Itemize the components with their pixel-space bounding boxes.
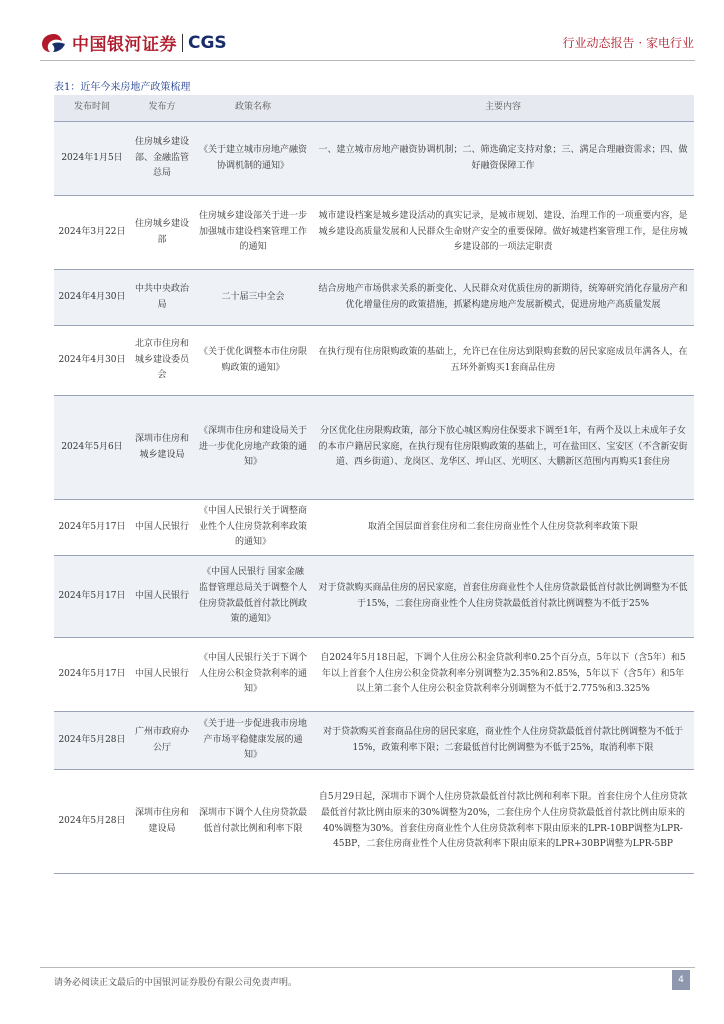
table-row: [54, 556, 694, 638]
column-header-date: 发布时间: [54, 95, 130, 122]
column-header-publisher: 发布方: [130, 95, 194, 122]
header-divider: [40, 60, 695, 61]
footer-disclaimer: 请务必阅读正文最后的中国银河证券股份有限公司免责声明。: [54, 978, 298, 988]
row-publisher: 中国人民银行: [130, 638, 194, 712]
cgs-logo: [40, 30, 227, 55]
row-policy-name: 《关于进一步促进我市房地产市场平稳健康发展的通知》: [194, 712, 312, 770]
row-content: 在执行现有住房限购政策的基础上，允许已在住房达到限购套数的居民家庭成员年满各人，在五环外新购买1套商品住房: [312, 326, 694, 396]
row-content: 一、建立城市房地产融资协调机制；二、筛选确定支持对象；三、满足合理融资需求；四、做好融资保障工作: [312, 122, 694, 196]
row-policy-name: 二十届三中全会: [194, 270, 312, 326]
row-content: 自2024年5月18日起，下调个人住房公积金贷款利率0.25个百分点，5年以下（含5年）和5年以上首套个人住房公积金贷款利率分别调整为2.35%和2.85%，5年以下（含5年）和5年以上第二套个人住房公积金贷款利率分别调整为不低于2.775%和3.325%: [312, 638, 694, 712]
row-publisher: 中国人民银行: [130, 500, 194, 556]
page-number: 4: [672, 970, 690, 990]
row-policy-name: 《关于优化调整本市住房限购政策的通知》: [194, 326, 312, 396]
row-policy-name: 《中国人民银行关于下调个人住房公积金贷款利率的通知》: [194, 638, 312, 712]
logo-english-name: CGS: [188, 32, 227, 53]
row-date: 2024年5月6日: [54, 396, 130, 500]
page-header: [0, 0, 724, 62]
table-row: [54, 396, 694, 500]
row-publisher: 中共中央政治局: [130, 270, 194, 326]
row-date: 2024年4月30日: [54, 326, 130, 396]
row-date: 2024年4月30日: [54, 270, 130, 326]
row-publisher: 深圳市住房和城乡建设局: [130, 396, 194, 500]
row-content: 自5月29日起，深圳市下调个人住房贷款最低首付款比例和利率下限。首套住房个人住房贷款最低首付款比例由原来的30%调整为20%，二套住房个人住房贷款最低首付款比例由原来的40%调整为30%。首套住房商业性个人住房贷款利率下限由原来的LPR-10BP调整为LPR-45BP，二套住房商业性个人住房贷款利率下限由原来的LPR+30BP调整为LPR-5BP: [312, 770, 694, 874]
row-date: 2024年5月28日: [54, 712, 130, 770]
row-publisher: 深圳市住房和建设局: [130, 770, 194, 874]
column-header-policy-name: 政策名称: [194, 95, 312, 122]
row-policy-name: 《中国人民银行 国家金融监督管理总局关于调整个人住房贷款最低首付款比例政策的通知》: [194, 556, 312, 638]
row-publisher: 中国人民银行: [130, 556, 194, 638]
footer-divider: [40, 967, 695, 968]
table-row: [54, 196, 694, 270]
table-title: 表1：近年今来房地产政策梳理: [54, 82, 191, 93]
table-row: [54, 770, 694, 874]
row-policy-name: 《关于建立城市房地产融资协调机制的通知》: [194, 122, 312, 196]
table-row: [54, 270, 694, 326]
table-header-row: [54, 95, 694, 122]
row-policy-name: 深圳市下调个人住房贷款最低首付款比例和利率下限: [194, 770, 312, 874]
row-publisher: 住房城乡建设部、金融监管总局: [130, 122, 194, 196]
report-type-label: 行业动态报告 · 家电行业: [562, 36, 694, 50]
table-row: [54, 122, 694, 196]
row-policy-name: 住房城乡建设部关于进一步加强城市建设档案管理工作的通知: [194, 196, 312, 270]
row-date: 2024年5月28日: [54, 770, 130, 874]
row-date: 2024年5月17日: [54, 500, 130, 556]
logo-chinese-name: 中国银河证券: [72, 35, 177, 55]
cgs-logo-icon: [40, 32, 68, 54]
logo-divider: [182, 34, 183, 52]
column-header-content: 主要内容: [312, 95, 694, 122]
row-publisher: 住房城乡建设部: [130, 196, 194, 270]
table-row: [54, 326, 694, 396]
table-row: [54, 638, 694, 712]
row-content: 城市建设档案是城乡建设活动的真实记录，是城市规划、建设、治理工作的一项重要内容，是城乡建设高质量发展和人民群众生命财产安全的重要保障。做好城建档案管理工作，是住房城乡建设部的一项法定职责: [312, 196, 694, 270]
row-date: 2024年1月5日: [54, 122, 130, 196]
row-publisher: 北京市住房和城乡建设委员会: [130, 326, 194, 396]
row-policy-name: 《深圳市住房和建设局关于进一步优化房地产政策的通知》: [194, 396, 312, 500]
policy-table: [54, 95, 694, 874]
row-publisher: 广州市政府办公厅: [130, 712, 194, 770]
row-date: 2024年3月22日: [54, 196, 130, 270]
table-row: [54, 500, 694, 556]
row-content: 分区优化住房限购政策，部分下放心城区购房住保要求下调至1年，有两个及以上未成年子女的本市户籍居民家庭，在执行现有住房限购政策的基础上，可在盐田区、宝安区（不含新安街道、西乡街道）、龙岗区、龙华区、坪山区、光明区、大鹏新区范围内再购买1套住房: [312, 396, 694, 500]
row-content: 对于贷款购买首套商品住房的居民家庭，商业性个人住房贷款最低首付款比例调整为不低于15%，政策利率下限；二套最低首付比例调整为不低于25%，取消利率下限: [312, 712, 694, 770]
row-content: 结合房地产市场供求关系的新变化、人民群众对优质住房的新期待，统筹研究消化存量房产和优化增量住房的政策措施，抓紧构建房地产发展新模式，促进房地产高质量发展: [312, 270, 694, 326]
row-content: 对于贷款购买商品住房的居民家庭，首套住房商业性个人住房贷款最低首付款比例调整为不低于15%，二套住房商业性个人住房贷款最低首付款比例调整为不低于25%: [312, 556, 694, 638]
row-date: 2024年5月17日: [54, 638, 130, 712]
row-content: 取消全国层面首套住房和二套住房商业性个人住房贷款利率政策下限: [312, 500, 694, 556]
table-row: [54, 712, 694, 770]
row-policy-name: 《中国人民银行关于调整商业性个人住房贷款利率政策的通知》: [194, 500, 312, 556]
row-date: 2024年5月17日: [54, 556, 130, 638]
